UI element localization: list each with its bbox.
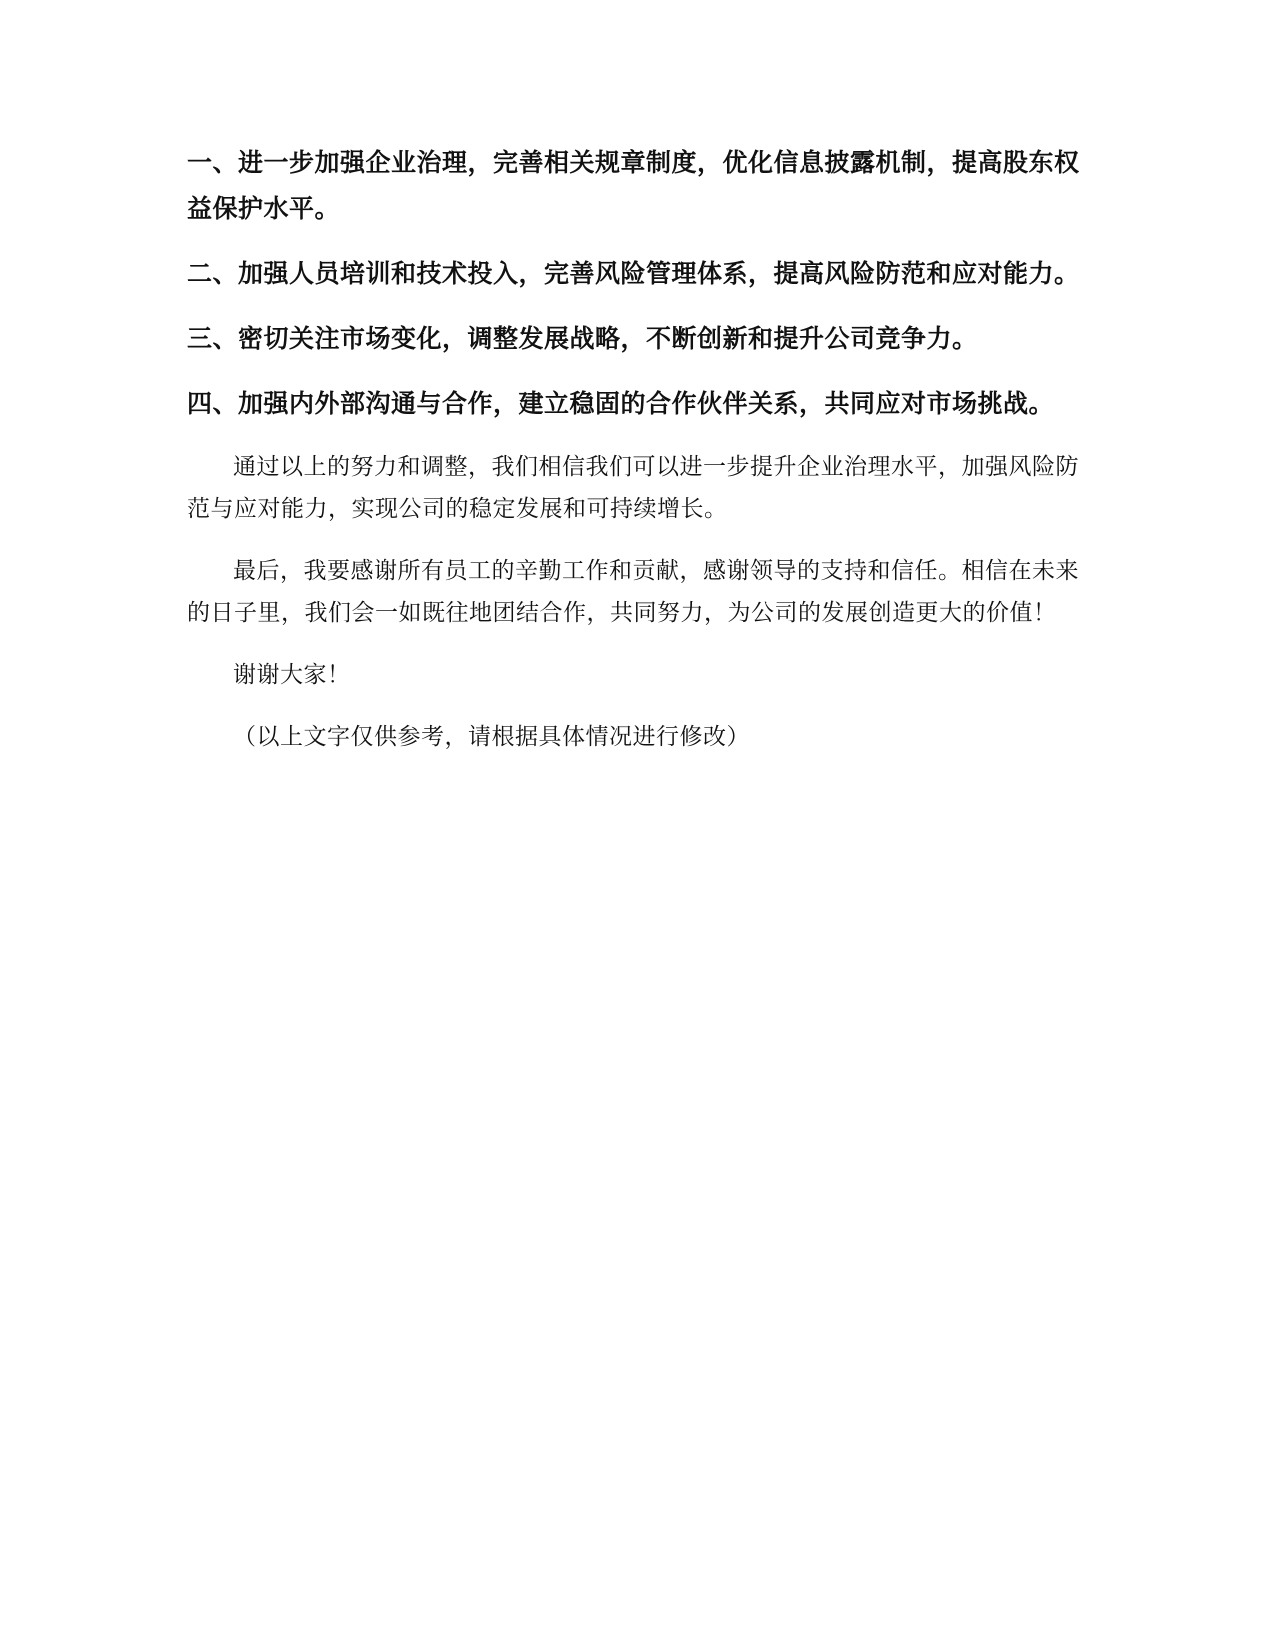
measure-heading-2: 二、加强人员培训和技术投入，完善风险管理体系，提高风险防范和应对能力。 <box>187 259 1080 288</box>
measure-heading-1: 一、进一步加强企业治理，完善相关规章制度，优化信息披露机制，提高股东权益保护水平。 <box>187 148 1080 223</box>
disclaimer-note: （以上文字仅供参考，请根据具体情况进行修改） <box>233 724 750 750</box>
summary-paragraph: 通过以上的努力和调整，我们相信我们可以进一步提升企业治理水平，加强风险防范与应对能力，实现公司的稳定发展和可持续增长。 <box>187 454 1079 522</box>
thanks-paragraph: 最后，我要感谢所有员工的辛勤工作和贡献，感谢领导的支持和信任。相信在未来的日子里，我们会一如既往地团结合作，共同努力，为公司的发展创造更大的价值！ <box>187 558 1079 626</box>
document-page <box>187 140 1087 758</box>
measure-heading-4: 四、加强内外部沟通与合作，建立稳固的合作伙伴关系，共同应对市场挑战。 <box>187 389 1055 418</box>
closing-line: 谢谢大家！ <box>233 662 351 688</box>
measure-heading-3: 三、密切关注市场变化，调整发展战略，不断创新和提升公司竞争力。 <box>187 324 978 353</box>
